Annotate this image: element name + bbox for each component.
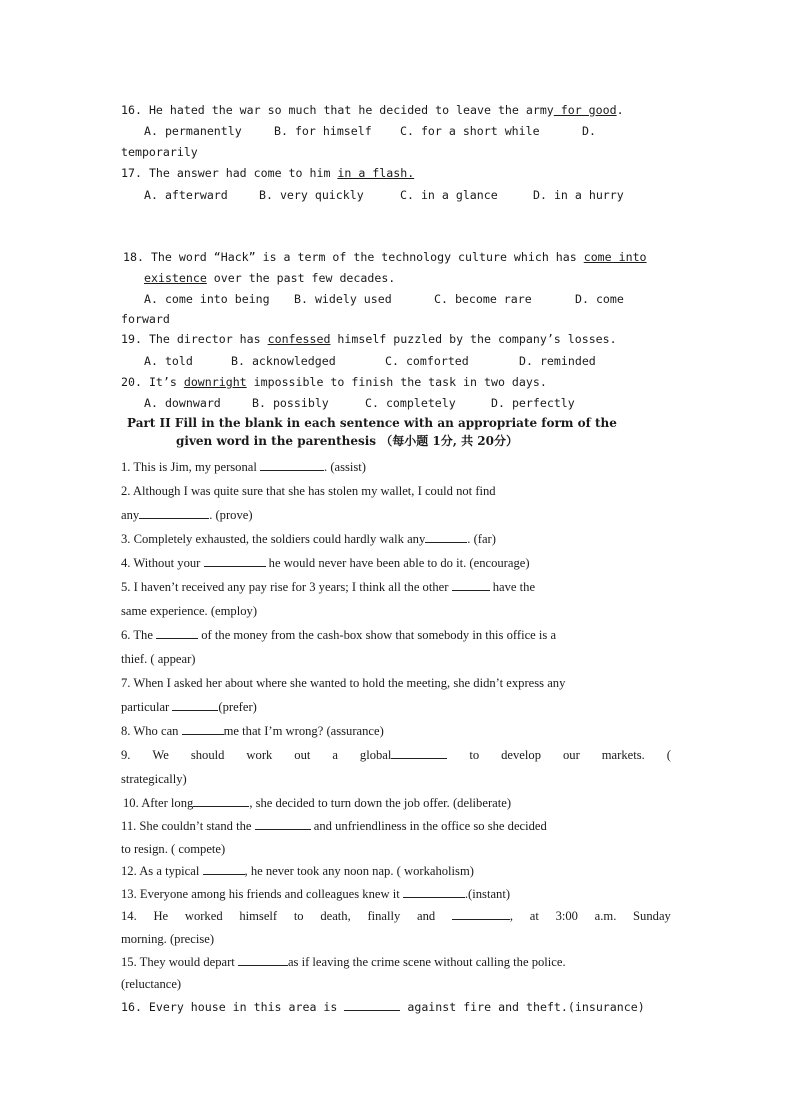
question-stem: The director has xyxy=(148,332,261,346)
word: 3:00 xyxy=(555,909,578,923)
part2-heading-cont xyxy=(176,434,518,448)
option-c: C. become rare xyxy=(434,292,532,306)
option-b: B. possibly xyxy=(252,396,329,410)
word: himself xyxy=(239,909,278,923)
question-text: . (assist) xyxy=(324,460,366,474)
underlined-phrase: confessed xyxy=(267,332,331,346)
word: at xyxy=(529,909,539,923)
fill-question-2: 2. Although I was quite sure that she has stolen my wallet, I could not find xyxy=(121,484,496,498)
word: out xyxy=(294,748,311,762)
fill-question-12 xyxy=(121,864,474,878)
answer-blank[interactable] xyxy=(391,748,447,759)
option-b: B. widely used xyxy=(294,292,392,306)
question-18 xyxy=(123,250,647,264)
word: Sunday xyxy=(633,909,671,923)
word: should xyxy=(190,748,225,762)
option-a: A. come into being xyxy=(144,292,270,306)
question-number: 16. xyxy=(121,103,142,117)
option-d-cont: forward xyxy=(121,312,170,326)
question-text: 6. The xyxy=(121,628,153,642)
question-text: . (prove) xyxy=(209,508,253,522)
fill-question-6-cont: thief. ( appear) xyxy=(121,652,196,666)
word: develop xyxy=(501,748,541,762)
word: 9. xyxy=(121,748,131,762)
question-text: 12. As a typical xyxy=(121,864,200,878)
fill-question-4 xyxy=(121,556,530,570)
question-text: 3. Completely exhausted, the soldiers could hardly walk any xyxy=(121,532,426,546)
answer-blank[interactable] xyxy=(139,508,209,519)
answer-blank[interactable] xyxy=(182,724,224,735)
question-text: 4. Without your xyxy=(121,556,201,570)
option-d: D. in a hurry xyxy=(533,188,624,202)
word: markets. xyxy=(601,748,645,762)
fill-question-11 xyxy=(121,819,547,833)
blank-group xyxy=(360,748,447,762)
answer-blank[interactable] xyxy=(452,580,490,591)
question-stem: The word “Hack” is a term of the technology culture which has xyxy=(150,250,577,264)
fill-question-15 xyxy=(121,955,566,969)
fill-question-6 xyxy=(121,628,556,642)
question-text: against fire and theft.(insurance) xyxy=(400,1000,645,1014)
fill-question-11-cont: to resign. ( compete) xyxy=(121,842,226,856)
question-text: 16. Every house in this area is xyxy=(121,1000,338,1014)
question-text: 10. After long xyxy=(123,796,194,810)
blank-group xyxy=(452,909,513,923)
fill-question-9 xyxy=(121,748,671,762)
question-text: of the money from the cash-box show that somebody in this office is a xyxy=(198,628,557,642)
question-stem: It’s xyxy=(148,375,177,389)
answer-blank[interactable] xyxy=(403,887,465,898)
answer-blank[interactable] xyxy=(204,556,266,567)
question-text: me that I’m wrong? (assurance) xyxy=(223,724,384,738)
question-text: . (far) xyxy=(467,532,496,546)
fill-question-16 xyxy=(121,1000,645,1014)
part2-heading: Part II Fill in the blank in each sentence with an appropriate form of the xyxy=(127,416,617,430)
answer-blank[interactable] xyxy=(172,700,218,711)
option-b: B. acknowledged xyxy=(231,354,336,368)
fill-question-10 xyxy=(123,796,511,810)
question-text: .(instant) xyxy=(464,887,511,901)
word: 14. xyxy=(121,909,137,923)
question-stem: impossible to finish the task in two days. xyxy=(246,375,547,389)
option-a: A. downward xyxy=(144,396,221,410)
fill-question-7-cont xyxy=(121,700,257,714)
answer-blank[interactable] xyxy=(203,864,245,875)
heading-text: given word in the parenthesis xyxy=(176,434,377,448)
answer-blank[interactable] xyxy=(344,1000,400,1011)
question-20 xyxy=(121,375,547,389)
word: work xyxy=(246,748,273,762)
answer-blank[interactable] xyxy=(193,796,249,807)
question-text: 8. Who can xyxy=(121,724,179,738)
option-a: A. permanently xyxy=(144,124,242,138)
answer-blank[interactable] xyxy=(425,532,467,543)
option-a: A. told xyxy=(144,354,193,368)
question-text: 11. She couldn’t stand the xyxy=(121,819,252,833)
word: our xyxy=(562,748,580,762)
word: death, xyxy=(320,909,351,923)
word: and xyxy=(417,909,436,923)
fill-question-14 xyxy=(121,909,671,923)
option-d: D. xyxy=(582,124,596,138)
question-text: 13. Everyone among his friends and colleagues knew it xyxy=(121,887,400,901)
fill-question-5 xyxy=(121,580,535,594)
fill-question-14-cont: morning. (precise) xyxy=(121,932,215,946)
word: a.m. xyxy=(594,909,617,923)
question-text: 1. This is Jim, my personal xyxy=(121,460,257,474)
option-b: B. very quickly xyxy=(259,188,364,202)
word: worked xyxy=(184,909,223,923)
option-d: D. reminded xyxy=(519,354,596,368)
question-number: 20. xyxy=(121,375,142,389)
fill-question-3 xyxy=(121,532,496,546)
word: to xyxy=(469,748,480,762)
question-stem: The answer had come to him xyxy=(148,166,331,180)
underlined-phrase: for good xyxy=(553,103,617,117)
question-text: 5. I haven’t received any pay rise for 3 years; I think all the other xyxy=(121,580,449,594)
answer-blank[interactable] xyxy=(452,909,510,920)
question-text: as if leaving the crime scene without calling the police. xyxy=(287,955,566,969)
word: We xyxy=(152,748,169,762)
fill-question-9-cont: strategically) xyxy=(121,772,187,786)
word: , xyxy=(509,909,514,923)
word: finally xyxy=(367,909,401,923)
question-stem: over the past few decades. xyxy=(206,271,396,285)
question-text: (prefer) xyxy=(218,700,257,714)
answer-blank[interactable] xyxy=(156,628,198,639)
word: a xyxy=(332,748,338,762)
question-16 xyxy=(121,103,624,117)
question-text: , she decided to turn down the job offer. (deliberate) xyxy=(249,796,512,810)
question-text: 15. They would depart xyxy=(121,955,235,969)
question-text: any xyxy=(121,508,140,522)
answer-blank[interactable] xyxy=(255,819,311,830)
question-end: . xyxy=(616,103,624,117)
answer-blank[interactable] xyxy=(238,955,288,966)
question-18-cont xyxy=(144,271,395,285)
option-d: D. perfectly xyxy=(491,396,575,410)
question-text: he would never have been able to do it. (encourage) xyxy=(265,556,530,570)
word: ( xyxy=(666,748,671,762)
question-text: , he never took any noon nap. ( workaholism) xyxy=(244,864,474,878)
option-d-cont: temporarily xyxy=(121,145,198,159)
question-text: and unfriendliness in the office so she decided xyxy=(310,819,547,833)
word: He xyxy=(153,909,169,923)
underlined-phrase: existence xyxy=(144,271,207,285)
underlined-phrase: come into xyxy=(583,250,647,264)
option-c: C. for a short while xyxy=(400,124,540,138)
fill-question-15-cont: (reluctance) xyxy=(121,977,182,991)
answer-blank[interactable] xyxy=(260,460,324,471)
option-c: C. in a glance xyxy=(400,188,498,202)
fill-question-8 xyxy=(121,724,384,738)
question-19 xyxy=(121,332,617,346)
fill-question-1 xyxy=(121,460,366,474)
word: to xyxy=(293,909,304,923)
option-c: C. completely xyxy=(365,396,456,410)
question-text: have the xyxy=(489,580,536,594)
question-number: 17. xyxy=(121,166,142,180)
question-17 xyxy=(121,166,414,180)
question-stem: He hated the war so much that he decided to leave the army xyxy=(148,103,554,117)
fill-question-5-cont: same experience. (employ) xyxy=(121,604,258,618)
underlined-phrase: in a flash. xyxy=(337,166,415,180)
question-text: particular xyxy=(121,700,170,714)
fill-question-7: 7. When I asked her about where she wanted to hold the meeting, she didn’t express any xyxy=(121,676,566,690)
option-d: D. come xyxy=(575,292,624,306)
word: global xyxy=(359,748,392,762)
question-number: 18. xyxy=(123,250,144,264)
option-c: C. comforted xyxy=(385,354,469,368)
fill-question-2-cont xyxy=(121,508,253,522)
question-stem: himself puzzled by the company’s losses. xyxy=(330,332,617,346)
heading-score: （每小题 1分, 共 20分） xyxy=(380,434,518,448)
underlined-phrase: downright xyxy=(183,375,247,389)
question-number: 19. xyxy=(121,332,142,346)
option-b: B. for himself xyxy=(274,124,372,138)
fill-question-13 xyxy=(121,887,510,901)
option-a: A. afterward xyxy=(144,188,228,202)
